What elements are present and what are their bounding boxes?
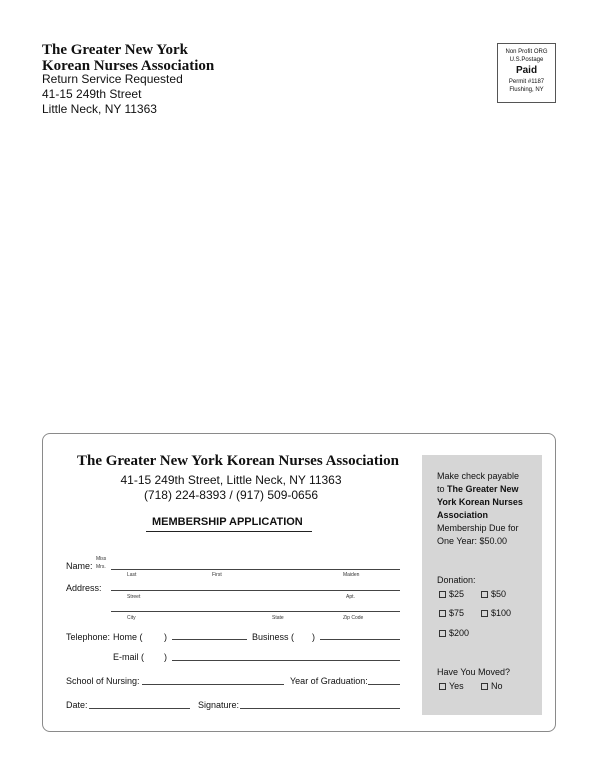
form-heading: MEMBERSHIP APPLICATION xyxy=(152,516,303,528)
moved-yes-label: Yes xyxy=(449,681,464,691)
form-phones: (718) 224-8393 / (917) 509-0656 xyxy=(143,488,319,502)
return-service: Return Service Requested xyxy=(42,72,183,86)
postage-indicia xyxy=(497,43,556,103)
maiden-caption: Maiden xyxy=(343,572,360,578)
city-state-zip-field[interactable] xyxy=(111,611,400,612)
date-label: Date: xyxy=(66,700,88,710)
sender-org-line1: The Greater New York xyxy=(42,42,188,58)
email-field[interactable] xyxy=(172,660,400,661)
graduation-field[interactable] xyxy=(368,684,400,685)
email-close: ) xyxy=(164,652,167,662)
due-line1: Membership Due for xyxy=(437,523,519,533)
postage-line1: Non Profit ORG xyxy=(505,49,548,55)
home-phone-close: ) xyxy=(164,632,167,642)
checkbox-100[interactable] xyxy=(481,610,488,617)
donation-75-option[interactable] xyxy=(439,608,464,618)
date-field[interactable] xyxy=(89,708,190,709)
checkbox-75[interactable] xyxy=(439,610,446,617)
email-label: E-mail ( xyxy=(113,652,144,662)
checkbox-no[interactable] xyxy=(481,683,488,690)
miss-option[interactable]: Miss xyxy=(96,556,107,562)
graduation-label: Year of Graduation: xyxy=(290,676,368,686)
postage-line2: U.S.Postage xyxy=(509,57,544,63)
street-field[interactable] xyxy=(111,590,400,591)
postage-permit: Permit #1187 xyxy=(508,79,545,85)
form-title: The Greater New York Korean Nurses Association xyxy=(77,453,399,469)
home-phone-label: Home ( xyxy=(113,632,143,642)
donation-label: Donation: xyxy=(437,575,476,585)
checkbox-200[interactable] xyxy=(439,630,446,637)
moved-no-label: No xyxy=(491,681,503,691)
sender-address xyxy=(42,72,183,117)
donation-50-label: $50 xyxy=(491,589,507,599)
donation-100-option[interactable] xyxy=(481,608,511,618)
donation-50-option[interactable] xyxy=(481,589,506,599)
donation-25-option[interactable] xyxy=(439,589,464,599)
payee-line3: Association xyxy=(437,510,489,520)
postage-city: Flushing, NY xyxy=(509,87,544,93)
name-label: Name: xyxy=(66,561,93,571)
school-label: School of Nursing: xyxy=(66,676,140,686)
heading-underline xyxy=(146,531,312,532)
checkbox-25[interactable] xyxy=(439,591,446,598)
donation-200-label: $200 xyxy=(449,628,470,638)
last-caption: Last xyxy=(127,572,137,578)
telephone-label: Telephone: xyxy=(66,632,111,642)
form-contact xyxy=(76,473,386,503)
signature-label: Signature: xyxy=(198,700,240,710)
donation-100-label: $100 xyxy=(491,608,512,618)
apt-caption: Apt. xyxy=(346,594,355,600)
school-field[interactable] xyxy=(142,684,284,685)
state-caption: State xyxy=(272,615,284,621)
donation-75-label: $75 xyxy=(449,608,465,618)
donation-200-option[interactable] xyxy=(439,628,469,638)
moved-question: Have You Moved? xyxy=(437,667,511,677)
check-line2-prefix: to xyxy=(437,484,448,494)
business-phone-close: ) xyxy=(312,632,315,642)
sender-street: 41-15 249th Street xyxy=(42,87,142,101)
payee-line1: The Greater New xyxy=(447,484,519,494)
business-phone-label: Business ( xyxy=(252,632,295,642)
moved-yes-option[interactable] xyxy=(439,681,464,691)
due-line2: One Year: $50.00 xyxy=(437,536,508,546)
sender-org-name xyxy=(42,42,214,74)
payment-instructions xyxy=(437,470,541,548)
postage-paid: Paid xyxy=(515,65,538,76)
sender-city: Little Neck, NY 11363 xyxy=(42,102,157,116)
street-caption: Street xyxy=(127,594,141,600)
zip-caption: Zip Code xyxy=(343,615,364,621)
donation-25-label: $25 xyxy=(449,589,465,599)
checkbox-yes[interactable] xyxy=(439,683,446,690)
checkbox-50[interactable] xyxy=(481,591,488,598)
check-line2 xyxy=(437,483,541,496)
business-phone-field[interactable] xyxy=(320,639,400,640)
address-label: Address: xyxy=(66,583,102,593)
name-field[interactable] xyxy=(111,569,400,570)
city-caption: City xyxy=(127,615,136,621)
first-caption: First xyxy=(212,572,222,578)
payee-line2: York Korean Nurses xyxy=(437,497,523,507)
home-phone-field[interactable] xyxy=(172,639,247,640)
sender-org-line2: Korean Nurses Association xyxy=(42,58,215,74)
signature-field[interactable] xyxy=(240,708,400,709)
mrs-option[interactable]: Mrs. xyxy=(96,564,106,570)
moved-no-option[interactable] xyxy=(481,681,503,691)
form-address: 41-15 249th Street, Little Neck, NY 11363 xyxy=(120,473,342,487)
check-line1: Make check payable xyxy=(437,471,520,481)
